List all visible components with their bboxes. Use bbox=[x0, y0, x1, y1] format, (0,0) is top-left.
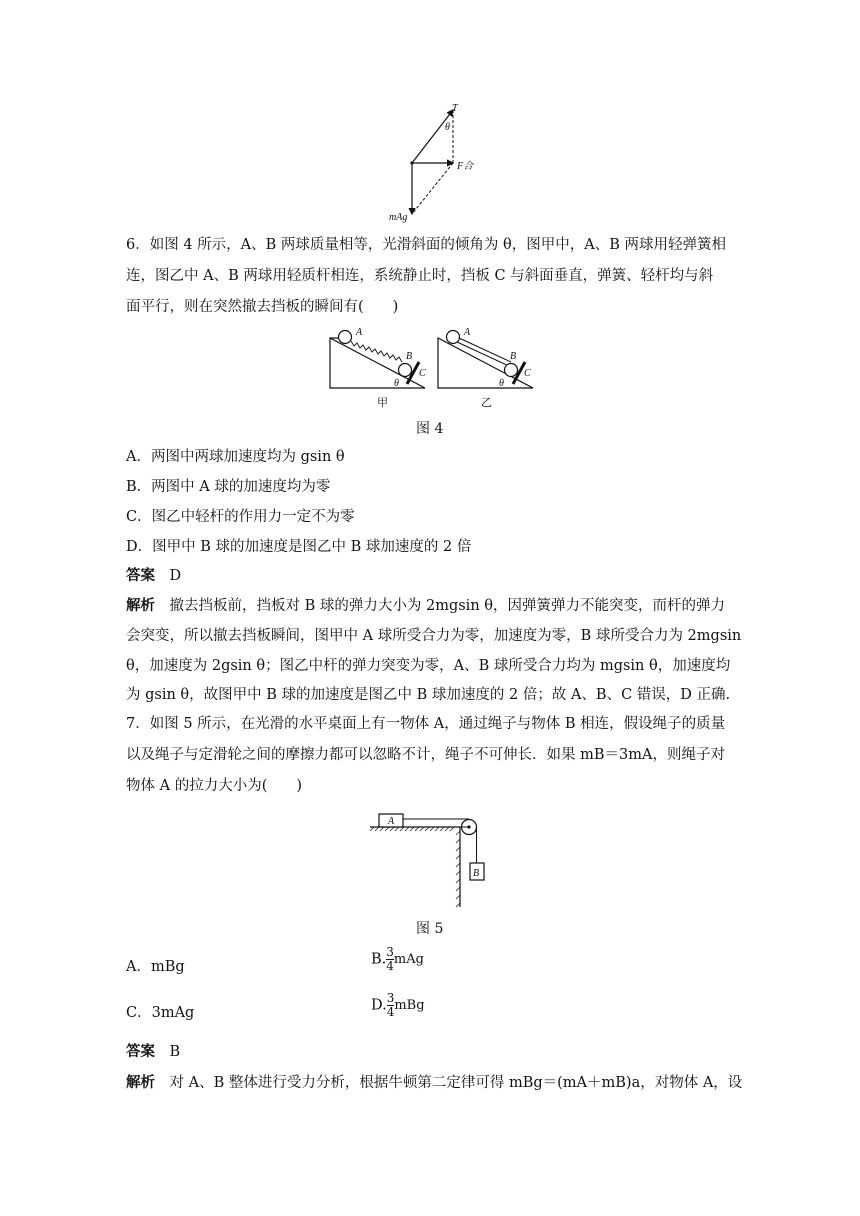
svg-text:A: A bbox=[388, 816, 395, 827]
tension-arrow bbox=[412, 110, 453, 163]
q7-analysis-1: 解析 对 A、B 整体进行受力分析，根据牛顿第二定律可得 mBg＝(mA＋mB)a，对物体 A，设 bbox=[126, 1074, 743, 1091]
q7-option-d: D. $\frac{3}{4}$ mBg bbox=[371, 991, 425, 1019]
figure-4-right bbox=[433, 326, 538, 408]
svg-text:θ: θ bbox=[499, 378, 504, 389]
q6-option-b: B．两图中 A 球的加速度均为零 bbox=[126, 479, 331, 495]
q7-option-c: C．3mAg bbox=[126, 1005, 195, 1021]
ball-b bbox=[399, 364, 412, 377]
svg-text:B: B bbox=[406, 351, 413, 362]
theta-label: θ bbox=[445, 122, 450, 133]
svg-text:A: A bbox=[356, 327, 363, 338]
q6-line3: 面平行，则在突然撤去挡板的瞬间有( ) bbox=[126, 299, 399, 315]
net-force-label: F合 bbox=[457, 161, 474, 172]
q6-option-c: C．图乙中轻杆的作用力一定不为零 bbox=[126, 509, 355, 525]
svg-text:B: B bbox=[473, 868, 480, 879]
dashed-diagonal bbox=[412, 163, 453, 214]
ball-b bbox=[505, 364, 518, 377]
ball-a bbox=[447, 331, 460, 344]
q6-option-a: A．两图中两球加速度均为 gsin θ bbox=[126, 449, 345, 465]
svg-text:C: C bbox=[524, 368, 531, 379]
tension-label: T bbox=[452, 103, 458, 114]
answer-label: 答案 bbox=[126, 567, 155, 584]
ball-a bbox=[339, 331, 352, 344]
figure-4-left bbox=[325, 326, 430, 408]
svg-text:C: C bbox=[419, 368, 426, 379]
svg-text:θ: θ bbox=[394, 378, 399, 389]
figure-5-caption: 图 5 bbox=[416, 921, 444, 937]
q6-analysis-4: 为 gsin θ，故图甲中 B 球的加速度是图乙中 B 球加速度的 2 倍；故 A、B、C 错误，D 正确. bbox=[126, 687, 731, 703]
q6-answer bbox=[126, 566, 181, 586]
q7-answer: 答案 B bbox=[126, 1043, 181, 1060]
q7-line2: 以及绳子与定滑轮之间的摩擦力都可以忽略不计，绳子不可伸长．如果 mB＝3mA，则绳子对 bbox=[126, 747, 725, 763]
q6-line1: 6．如图 4 所示，A、B 两球质量相等，光滑斜面的倾角为 θ，图甲中，A、B 两球用轻弹簧相 bbox=[126, 237, 726, 253]
q7-option-b: B. $\frac{3}{4}$ mAg bbox=[371, 945, 424, 973]
q6-line2: 连，图乙中 A、B 两球用轻质杆相连，系统静止时，挡板 C 与斜面垂直，弹簧、轻杆均与斜 bbox=[126, 268, 714, 284]
analysis-label: 解析 bbox=[126, 597, 155, 614]
svg-text:A: A bbox=[464, 327, 471, 338]
answer-value: D bbox=[169, 568, 182, 584]
q7-line1: 7．如图 5 所示，在光滑的水平桌面上有一物体 A，通过绳子与物体 B 相连，假设绳子的质量 bbox=[126, 716, 726, 732]
q6-analysis-2: 会突变，所以撤去挡板瞬间，图甲中 A 球所受合力为零，加速度为零，B 球所受合力为 2mgsin bbox=[126, 628, 742, 644]
rod bbox=[457, 342, 509, 366]
fig4-left-caption: 甲 bbox=[377, 397, 388, 408]
figure-4-caption: 图 4 bbox=[416, 421, 444, 437]
q7-line3: 物体 A 的拉力大小为( ) bbox=[126, 778, 303, 794]
gravity-label: mAg bbox=[389, 212, 408, 223]
q6-analysis-3: θ，加速度为 2gsin θ；图乙中杆的弹力突变为零，A、B 球所受合力均为 mgsin θ，加速度均 bbox=[126, 658, 731, 674]
q6-option-d: D．图甲中 B 球的加速度是图乙中 B 球加速度的 2 倍 bbox=[126, 539, 472, 555]
q7-option-a: A．mBg bbox=[126, 959, 185, 975]
q6-analysis-1: 解析 撤去挡板前，挡板对 B 球的弹力大小为 2mgsin θ，因弹簧弹力不能突变，而杆的弹力 bbox=[126, 597, 725, 614]
spring bbox=[351, 341, 402, 362]
svg-text:B: B bbox=[510, 351, 517, 362]
fig4-right-caption: 乙 bbox=[481, 397, 492, 408]
force-diagram bbox=[380, 100, 490, 225]
figure-5 bbox=[368, 803, 493, 911]
